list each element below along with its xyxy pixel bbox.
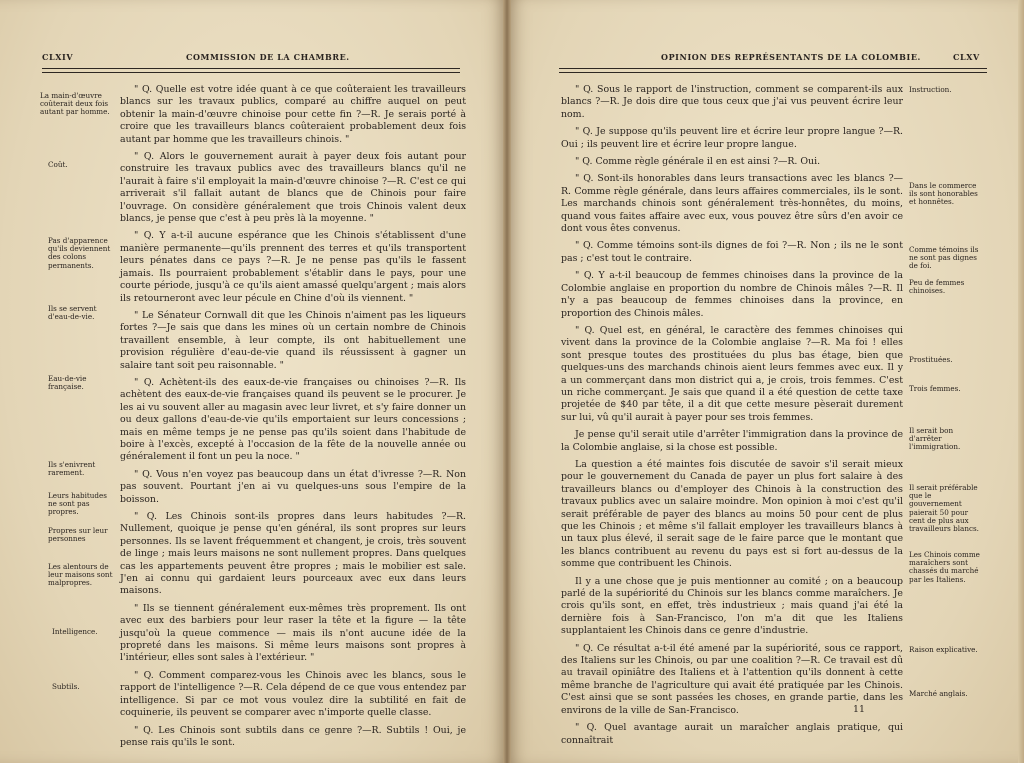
side-note: Prostituées. — [909, 355, 953, 364]
left-running-head: COMMISSION DE LA CHAMBRE. — [186, 52, 350, 62]
paragraph: " Q. Comment comparez-vous les Chinois avec les blancs, sous le rapport de l'intelligence ?—R. Cela dépend de ce que vous entendez par intelligence. Si par ce mot vous voulez dire la subtilité en fait de coquinerie, ils peuvent se comparer avec n'importe quelle classe. — [120, 669, 466, 719]
paragraph: " Q. Je suppose qu'ils peuvent lire et écrire leur propre langue ?—R. Oui ; ils peuvent lire et écrire leur propre langue. — [561, 126, 903, 150]
side-note: Coût. — [48, 160, 68, 169]
header-rule-thin — [559, 72, 987, 73]
right-page-number: CLXV — [953, 52, 980, 62]
paragraph: " Q. Les Chinois sont-ils propres dans leurs habitudes ?—R. Nullement, quoique je pense qu'en général, ils sont propres sur leurs personnes. Ils se lavent fréquemment et changent, je crois, très souvent de linge ; mais leurs maisons ne sont nullement propres. Dans quelques cas les appartements peuvent être propres ; mais le mobilier est sale. J'en ai connu qui gardaient leurs pourceaux avec eux dans leurs maisons. — [120, 511, 466, 597]
side-note: Les Chinois comme maraîchers sont chassés du marché par les Italiens. — [909, 550, 980, 584]
book-gutter — [503, 0, 511, 763]
paragraph: " Q. Quel avantage aurait un maraîcher anglais pratique, qui connaîtrait — [561, 722, 903, 746]
left-body-text — [120, 84, 466, 754]
side-note: Instruction. — [909, 85, 952, 94]
side-note: Ils s'enivrent rarement. — [48, 460, 96, 478]
paragraph: " Q. Y a-t-il aucune espérance que les Chinois s'établissent d'une manière permanente—qu'ils prennent des terres et qu'ils transportent leurs pénates dans ce pays ?—R. Je ne pense pas qu'ils le fassent jamais. Ils pourraient probablement s'établir dans le pays, pour une courte période, jusqu'à ce qu'ils aient amassé quelqu'argent ; mais alors ils retourneront avec leur pécule en Chine d'où ils viennent. " — [120, 230, 466, 304]
header-rule — [559, 68, 987, 69]
left-page-number: CLXIV — [42, 52, 74, 62]
paragraph: " Q. Quel est, en général, le caractère des femmes chinoises qui vivent dans la province de la Colombie anglaise ?—R. Ma foi ! elles sont presque toutes des prostituées du plus bas étage, bien que quelques-uns des marchands chinois aient leurs femmes avec eux. Il y a un commerçant dans mon district qui a, je crois, trois femmes. C'est un riche commerçant. Je sais que quand il a été question de cette taxe projetée de $40 par tête, il a dit que cette mesure pèserait durement sur lui, vû qu'il aurait à payer pour ses trois femmes. — [561, 324, 903, 423]
paragraph: " Q. Ce résultat a-t-il été amené par la supériorité, sous ce rapport, des Italiens sur les Chinois, ou par une coalition ?—R. Ce travail est dû au travail opiniâtre des Italiens et à l'attention qu'ils donnent à cette même branche de l'agriculture qui avait été pratiquée par les Chinois. C'est ainsi que se sont passées les choses, en grande partie, dans les environs de la ville de San-Francisco. — [561, 642, 903, 716]
side-note: La main-d'œuvre coûterait deux fois autant par homme. — [40, 91, 110, 117]
side-note: Il serait préférable que le gouvernement paierait 50 pour cent de plus aux travailleurs blancs. — [909, 483, 979, 534]
header-rule-thin — [42, 72, 460, 73]
paragraph: " Q. Les Chinois sont subtils dans ce genre ?—R. Subtils ! Oui, je pense rais qu'ils le sont. — [120, 724, 466, 748]
paragraph: " Q. Alors le gouvernement aurait à payer deux fois autant pour construire les travaux publics avec des travailleurs blancs qu'il ne l'aurait à faire s'il employait la main-d'œuvre chinoise ?—R. C'est ce qui arriverait s'il fallait autant de blancs que de Chinois pour faire l'ouvrage. On considère généralement que trois Chinois valent deux blancs, je pense que c'est à peu près là la moyenne. " — [120, 151, 466, 225]
side-note: Les alentours de leur maisons sont malpropres. — [48, 562, 113, 588]
right-body-text — [561, 84, 903, 752]
side-note: Comme témoins ils ne sont pas dignes de foi. — [909, 245, 979, 271]
side-note: Raison explicative. — [909, 645, 978, 654]
side-note: Subtils. — [52, 682, 80, 691]
paragraph: " Le Sénateur Cornwall dit que les Chinois n'aiment pas les liqueurs fortes ?—Je sais que dans les mines où un certain nombre de Chinois travaillent ensemble, à leur compte, ils ont habituellement une provision régulière d'eau-de-vie quand ils réussissent à gagner un salaire tant soit peu raisonnable. " — [120, 309, 466, 371]
right-page — [507, 0, 1024, 763]
paragraph: " Q. Sous le rapport de l'instruction, comment se comparent-ils aux blancs ?—R. Je dois dire que tous ceux que j'ai vus peuvent écrire leur nom. — [561, 84, 903, 120]
left-page — [0, 0, 507, 763]
header-rule — [42, 68, 460, 69]
right-running-head: OPINION DES REPRÉSENTANTS DE LA COLOMBIE. — [661, 52, 921, 62]
side-note: Leurs habitudes ne sont pas propres. — [48, 491, 107, 517]
side-note: Dans le commerce ils sont honorables et honnêtes. — [909, 181, 978, 207]
side-note: Marché anglais. — [909, 689, 968, 698]
paragraph: Je pense qu'il serait utile d'arrêter l'immigration dans la province de la Colombie anglaise, si la chose est possible. — [561, 429, 903, 453]
paragraph: " Q. Sont-ils honorables dans leurs transactions avec les blancs ?—R. Comme règle générale, dans leurs affaires commerciales, ils le sont. Les marchands chinois sont généralement très-honnêtes, du moins, quand vous faites affaire avec eux, vous pouvez être sûrs d'en avoir ce dont vous êtes convenus. — [561, 173, 903, 235]
side-note: Eau-de-vie française. — [48, 374, 87, 392]
paragraph: " Ils se tiennent généralement eux-mêmes très proprement. Ils ont avec eux des barbiers pour leur raser la tête et la figure — la tête jusqu'où la queue commence — mais ils n'ont aucune idée de la propreté dans les maisons. Si même leurs maisons sont propres à l'intérieur, elles sont sales à l'extérieur. " — [120, 602, 466, 664]
paragraph: " Q. Achètent-ils des eaux-de-vie françaises ou chinoises ?—R. Ils achètent des eaux-de-vie françaises quand ils peuvent se le procurer. Je les ai vu souvent aller au magasin avec leur livret, et s'y faire donner un ou deux gallons d'eau-de-vie qu'ils emportaient sur leurs concessions ; mais en même temps je ne pense pas qu'ils soient dans l'habitude de boire à l'excès, excepté à l'occasion de la fête de la nouvelle année ou généralement il font un peu la noce. " — [120, 376, 466, 463]
paragraph: " Q. Comme témoins sont-ils dignes de foi ?—R. Non ; ils ne le sont pas ; c'est tout le contraire. — [561, 240, 903, 264]
side-note: Pas d'apparence qu'ils deviennent des colons permanents. — [48, 236, 111, 270]
paragraph: " Q. Y a-t-il beaucoup de femmes chinoises dans la province de la Colombie anglaise en proportion du nombre de Chinois mâles ?—R. Il n'y a pas beaucoup de femmes chinoises dans la province, en proportion des Chinois mâles. — [561, 270, 903, 319]
signature-mark: 11 — [853, 704, 865, 715]
paragraph: La question a été maintes fois discutée de savoir s'il serait mieux pour le gouvernement du Canada de payer un plus fort salaire à des travailleurs blancs ou d'employer des Chinois à la construction des travaux publics avec un salaire moindre. Mon opinion à moi c'est qu'il serait préférable de payer des blancs au moins 50 pour cent de plus que les Chinois ; et même s'il fallait employer les travailleurs blancs à un taux plus élevé, il serait sage de le faire parce que le montant que les blancs contribuent au revenu du pays est si fort au-dessus de la somme que contribuent les Chinois. — [561, 458, 903, 570]
paragraph: " Q. Comme règle générale il en est ainsi ?—R. Oui. — [575, 156, 821, 168]
page-edge — [1018, 0, 1024, 763]
side-note: Trois femmes. — [909, 384, 961, 393]
side-note: Ils se servent d'eau-de-vie. — [48, 304, 97, 322]
side-note: Il serait bon d'arrêter l'immigration. — [909, 426, 961, 452]
paragraph: Il y a une chose que je puis mentionner au comité ; on a beaucoup parlé de la supériorité du Chinois sur les blancs comme maraîchers. Je crois qu'ils sont, en effet, très industrieux ; mais quand j'ai été la dernière fois à San-Francisco, l'on m'a dit que les Italiens supplantaient les Chinois dans ce genre d'industrie. — [561, 575, 903, 637]
side-note: Peu de femmes chinoises. — [909, 278, 965, 296]
paragraph: " Q. Quelle est votre idée quant à ce que coûteraient les travailleurs blancs sur les travaux publics, comparé au chiffre auquel on peut obtenir la main-d'œuvre chinoise pour cette fin ?—R. Je serais porté à croire que les travailleurs blancs coûteraient probablement deux fois autant par homme que les travailleurs chinois. " — [120, 84, 466, 145]
side-note: Propres sur leur personnes — [48, 526, 108, 544]
paragraph: " Q. Vous n'en voyez pas beaucoup dans un état d'ivresse ?—R. Non pas souvent. Pourtant j'en ai vu quelques-uns sous l'empire de la boisson. — [120, 468, 466, 505]
side-note: Intelligence. — [52, 627, 98, 636]
